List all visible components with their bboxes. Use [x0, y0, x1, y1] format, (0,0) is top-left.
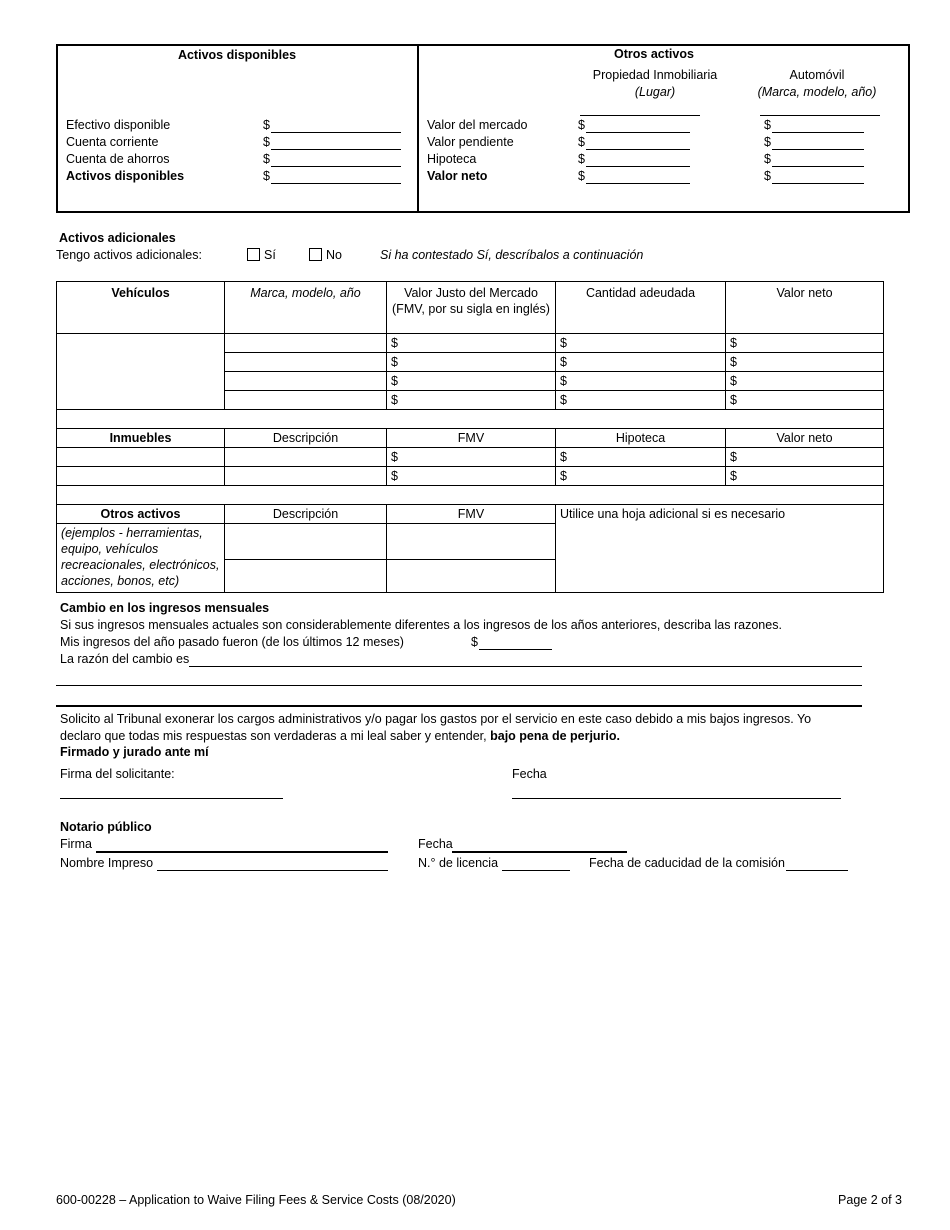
- property-2-label-cell[interactable]: [57, 467, 225, 486]
- no-checkbox[interactable]: [309, 248, 322, 261]
- declaration-text: Solicito al Tribunal exonerar los cargos administrativos y/o pagar los gastos por el servicio en este caso debido a mis bajos ingresos. Yo declaro que todas mis respuestas son verdaderas a mi leal saber y entender,: [60, 712, 812, 743]
- notary-date-field[interactable]: [452, 839, 627, 853]
- car-net-value-field[interactable]: [772, 171, 864, 184]
- sworn-label: Firmado y jurado ante mí: [60, 745, 209, 759]
- available-cash-field[interactable]: [271, 120, 401, 133]
- last-year-income-currency: $: [471, 635, 478, 649]
- car-row-1-currency: $: [764, 135, 771, 149]
- license-field[interactable]: [502, 858, 570, 871]
- vehicles-header: Vehículos: [57, 282, 225, 334]
- footer-page-number: Page 2 of 3: [838, 1193, 902, 1207]
- re-row-1-currency: $: [578, 135, 585, 149]
- last-year-income-field[interactable]: [479, 637, 552, 650]
- other-2-desc-cell[interactable]: [225, 560, 387, 593]
- vehicle-3-model-cell[interactable]: [225, 372, 387, 391]
- change-reason-field[interactable]: [189, 654, 862, 667]
- available-row-3-label: Activos disponibles: [66, 169, 185, 183]
- vehicle-1-fmv-cell[interactable]: $: [387, 334, 556, 353]
- property-1-label-cell[interactable]: [57, 448, 225, 467]
- other-assets-title: Otros activos: [614, 47, 694, 61]
- other-2-fmv-cell[interactable]: [387, 560, 556, 593]
- applicant-date-label: Fecha: [512, 767, 547, 781]
- available-savings-field[interactable]: [271, 154, 401, 167]
- property-2-net-cell[interactable]: $: [726, 467, 884, 486]
- available-row-1-label: Cuenta corriente: [66, 135, 159, 149]
- available-row-2-label: Cuenta de ahorros: [66, 152, 170, 166]
- real-estate-col-title: Propiedad Inmobiliaria: [592, 68, 718, 82]
- property-1-desc-cell[interactable]: [225, 448, 387, 467]
- other-fmv-header: FMV: [387, 505, 556, 524]
- change-reason-label: La razón del cambio es: [60, 652, 190, 666]
- vehicle-4-net-cell[interactable]: $: [726, 391, 884, 410]
- vehicle-3-owed-cell[interactable]: $: [556, 372, 726, 391]
- additional-assets-table: [56, 281, 884, 593]
- car-col-sub: (Marca, modelo, año): [757, 85, 877, 99]
- commission-expiry-field[interactable]: [786, 858, 848, 871]
- vehicles-owed-header: Cantidad adeudada: [556, 282, 726, 334]
- additional-assets-question: Tengo activos adicionales:: [56, 248, 202, 262]
- real-estate-fmv-header: FMV: [387, 429, 556, 448]
- vehicles-label-cell: [57, 334, 225, 410]
- printed-name-label: Nombre Impreso: [60, 856, 154, 870]
- notary-signature-field[interactable]: [96, 839, 388, 853]
- available-row-0-label: Efectivo disponible: [66, 118, 171, 132]
- notary-title: Notario público: [60, 820, 152, 834]
- vehicle-4-owed-cell[interactable]: $: [556, 391, 726, 410]
- available-row-0-currency: $: [263, 118, 270, 132]
- other-row-3-label: Valor neto: [427, 169, 488, 183]
- re-row-0-currency: $: [578, 118, 585, 132]
- re-net-value-field[interactable]: [586, 171, 690, 184]
- car-col-title: Automóvil: [789, 68, 845, 82]
- vehicle-1-owed-cell[interactable]: $: [556, 334, 726, 353]
- footer-form-id: 600-00228 – Application to Waive Filing Fees & Service Costs (08/2020): [56, 1193, 456, 1207]
- real-estate-location-field[interactable]: [580, 103, 700, 116]
- spacer-row: [57, 410, 884, 429]
- vehicles-net-header: Valor neto: [726, 282, 884, 334]
- income-change-title: Cambio en los ingresos mensuales: [60, 601, 270, 615]
- property-2-desc-cell[interactable]: [225, 467, 387, 486]
- no-label: No: [326, 248, 342, 262]
- vehicles-fmv-header: Valor Justo del Mercado (FMV, por su sigla en inglés): [387, 282, 556, 334]
- printed-name-field[interactable]: [157, 858, 388, 871]
- notary-date-label: Fecha: [418, 837, 453, 851]
- other-row-2-label: Hipoteca: [427, 152, 477, 166]
- vehicle-4-model-cell[interactable]: [225, 391, 387, 410]
- vehicle-2-fmv-cell[interactable]: $: [387, 353, 556, 372]
- declaration-perjury: bajo pena de perjurio.: [490, 729, 621, 743]
- vehicle-3-fmv-cell[interactable]: $: [387, 372, 556, 391]
- other-1-desc-cell[interactable]: [225, 524, 387, 560]
- car-mortgage-field[interactable]: [772, 154, 864, 167]
- car-market-value-field[interactable]: [772, 120, 864, 133]
- vehicle-2-owed-cell[interactable]: $: [556, 353, 726, 372]
- additional-assets-instruction: Si ha contestado Sí, descríbalos a continuación: [380, 248, 644, 262]
- commission-expiry-label: Fecha de caducidad de la comisión: [589, 856, 785, 870]
- re-mortgage-field[interactable]: [586, 154, 690, 167]
- property-1-mortgage-cell[interactable]: $: [556, 448, 726, 467]
- available-row-1-currency: $: [263, 135, 270, 149]
- spacer-row: [57, 486, 884, 505]
- applicant-signature-field[interactable]: [60, 786, 283, 799]
- available-checking-field[interactable]: [271, 137, 401, 150]
- last-year-income-label: Mis ingresos del año pasado fueron (de los últimos 12 meses): [60, 635, 404, 649]
- real-estate-header: Inmuebles: [57, 429, 225, 448]
- applicant-date-field[interactable]: [512, 786, 841, 799]
- real-estate-desc-header: Descripción: [225, 429, 387, 448]
- property-1-net-cell[interactable]: $: [726, 448, 884, 467]
- re-pending-value-field[interactable]: [586, 137, 690, 150]
- available-assets-title: Activos disponibles: [177, 48, 297, 62]
- available-total-field[interactable]: [271, 171, 401, 184]
- real-estate-net-header: Valor neto: [726, 429, 884, 448]
- car-row-2-currency: $: [764, 152, 771, 166]
- other-assets-examples: (ejemplos - herramientas, equipo, vehículos recreacionales, electrónicos, acciones, bonos, etc): [57, 524, 225, 593]
- property-2-fmv-cell[interactable]: $: [387, 467, 556, 486]
- vehicle-2-model-cell[interactable]: [225, 353, 387, 372]
- vehicles-model-header: Marca, modelo, año: [225, 282, 387, 334]
- car-row-3-currency: $: [764, 169, 771, 183]
- declaration-paragraph: [60, 711, 850, 745]
- applicant-signature-label: Firma del solicitante:: [60, 767, 175, 781]
- other-desc-header: Descripción: [225, 505, 387, 524]
- re-row-3-currency: $: [578, 169, 585, 183]
- real-estate-col-sub: (Lugar): [634, 85, 676, 99]
- other-1-fmv-cell[interactable]: [387, 524, 556, 560]
- car-row-0-currency: $: [764, 118, 771, 132]
- vehicle-1-model-cell[interactable]: [225, 334, 387, 353]
- vehicle-3-net-cell[interactable]: $: [726, 372, 884, 391]
- vehicle-2-net-cell[interactable]: $: [726, 353, 884, 372]
- assets-divider: [417, 44, 419, 213]
- property-2-mortgage-cell[interactable]: $: [556, 467, 726, 486]
- additional-assets-title: Activos adicionales: [59, 231, 176, 245]
- available-row-3-currency: $: [263, 169, 270, 183]
- car-pending-value-field[interactable]: [772, 137, 864, 150]
- income-change-text: Si sus ingresos mensuales actuales son considerablemente diferentes a los ingresos de los años anteriores, describa las razones.: [60, 618, 782, 632]
- real-estate-mortgage-header: Hipoteca: [556, 429, 726, 448]
- extra-sheet-note: Utilice una hoja adicional si es necesario: [556, 505, 884, 593]
- other-assets-header: Otros activos: [57, 505, 225, 524]
- section-divider: [56, 705, 862, 707]
- reason-extra-line[interactable]: [56, 685, 862, 686]
- license-label: N.° de licencia: [418, 856, 499, 870]
- property-1-fmv-cell[interactable]: $: [387, 448, 556, 467]
- notary-signature-label: Firma: [60, 837, 92, 851]
- car-model-field[interactable]: [760, 103, 880, 116]
- other-row-1-label: Valor pendiente: [427, 135, 514, 149]
- other-row-0-label: Valor del mercado: [427, 118, 528, 132]
- yes-label: Sí: [264, 248, 276, 262]
- vehicle-4-fmv-cell[interactable]: $: [387, 391, 556, 410]
- vehicle-1-net-cell[interactable]: $: [726, 334, 884, 353]
- re-row-2-currency: $: [578, 152, 585, 166]
- re-market-value-field[interactable]: [586, 120, 690, 133]
- yes-checkbox[interactable]: [247, 248, 260, 261]
- available-row-2-currency: $: [263, 152, 270, 166]
